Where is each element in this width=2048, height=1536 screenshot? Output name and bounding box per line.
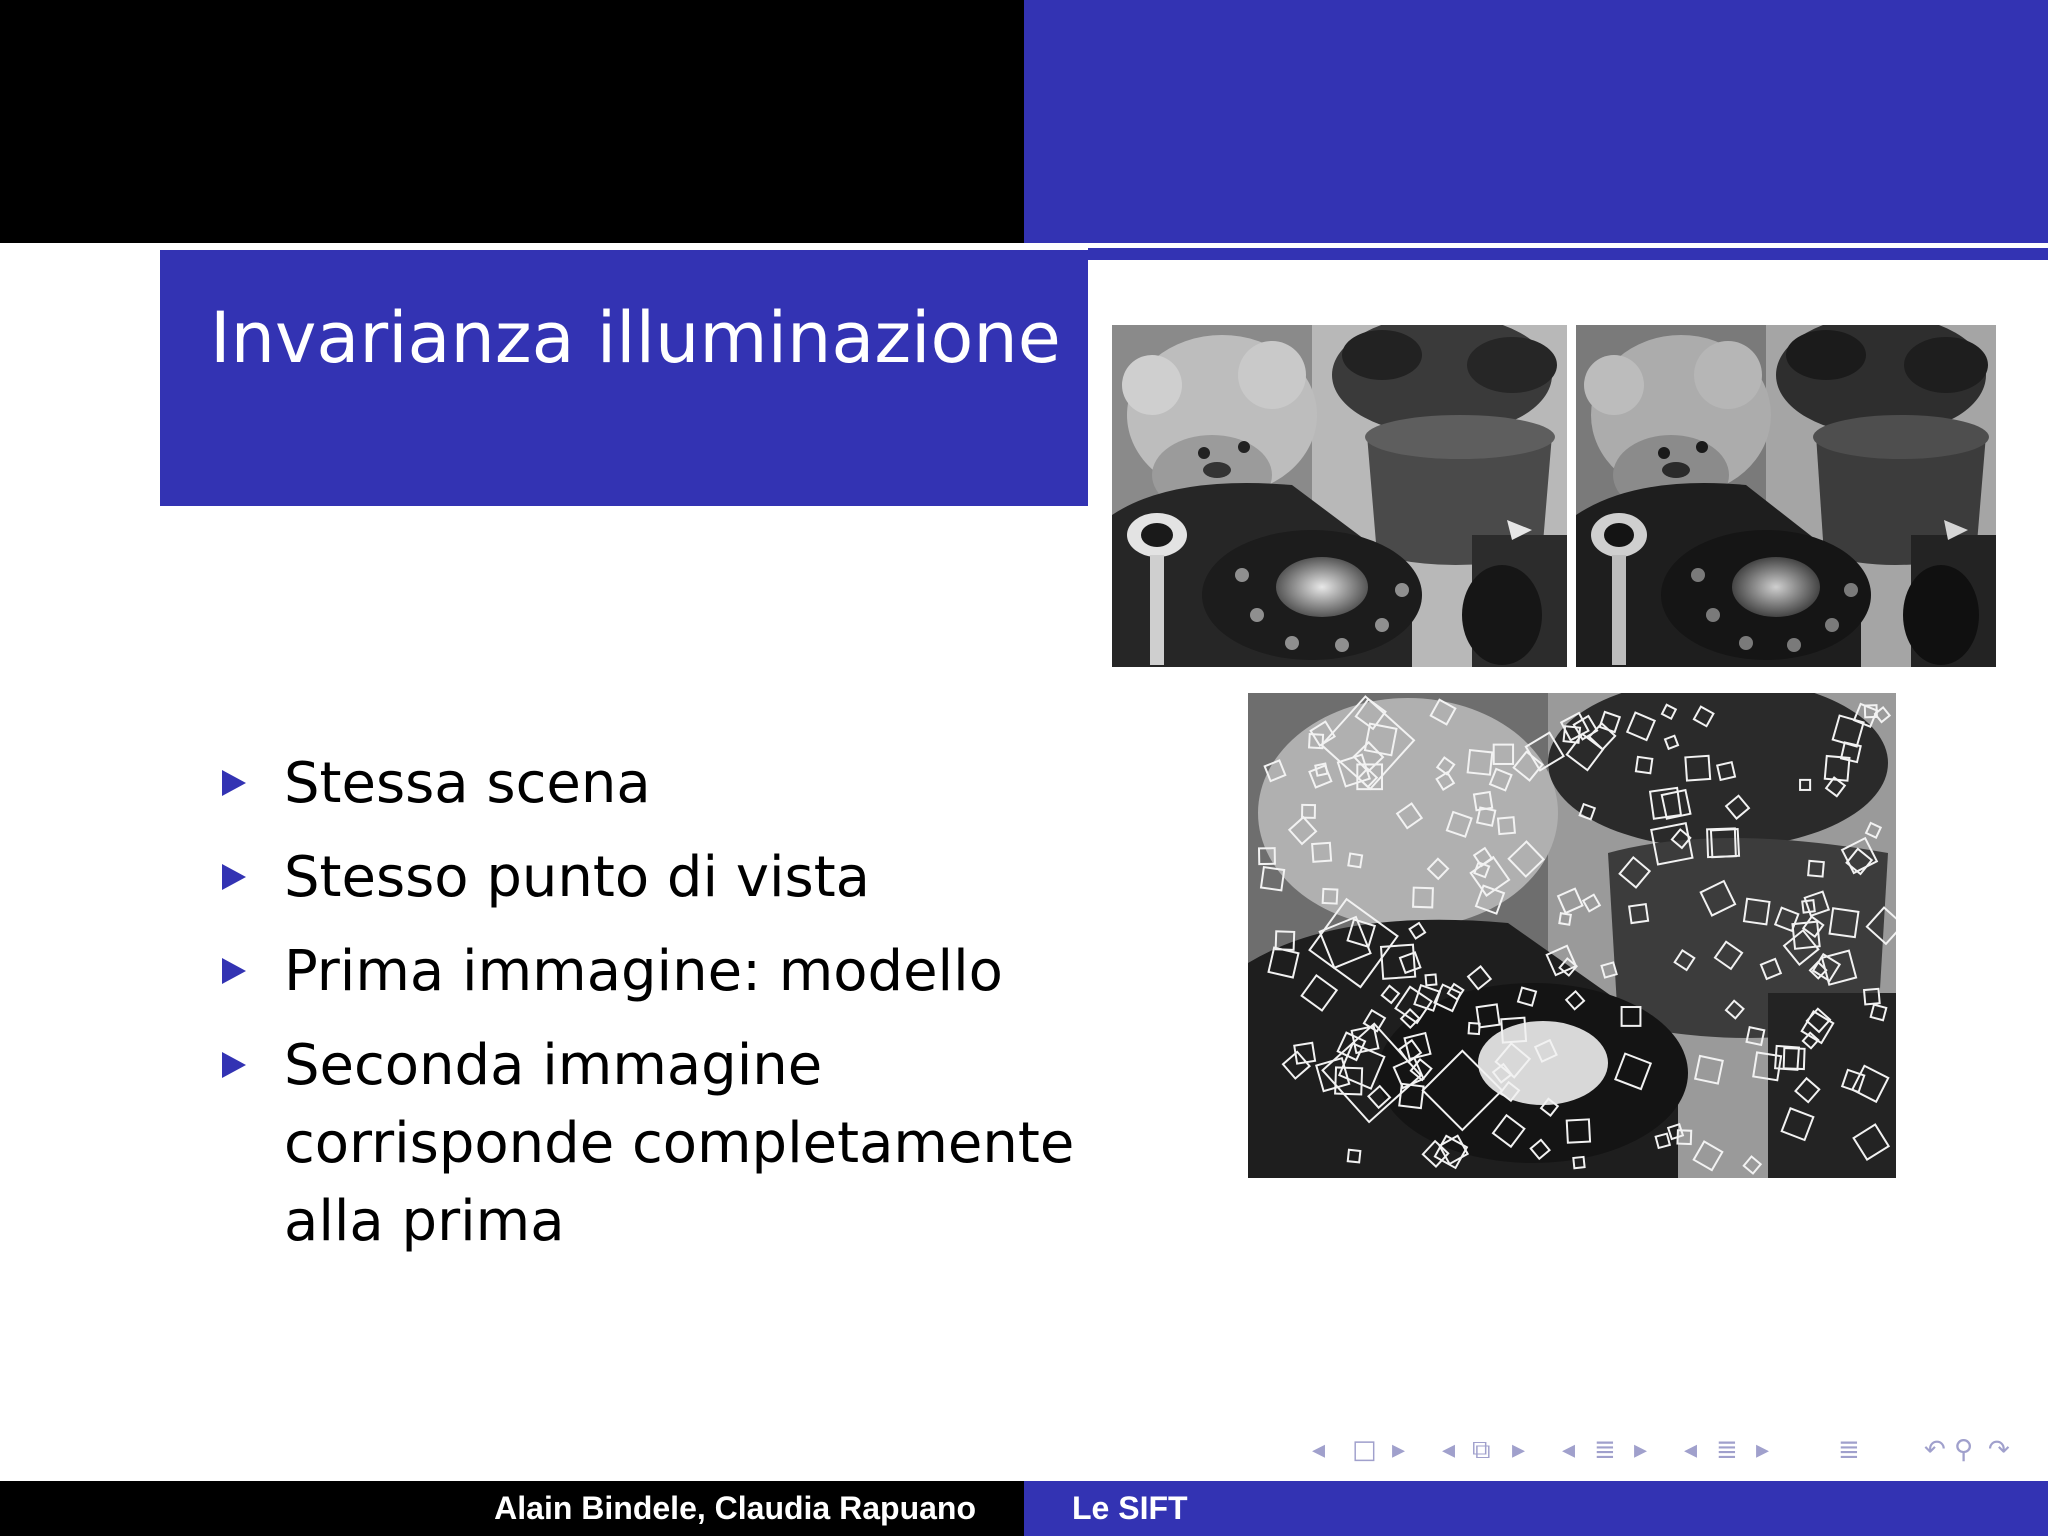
arrow-left-icon[interactable]: ◂ <box>1312 1435 1326 1465</box>
bullet-item <box>220 745 1100 823</box>
undo-icon[interactable]: ↶ <box>1924 1435 1946 1465</box>
slide-title: Invarianza illuminazione <box>210 297 1061 379</box>
bullet-item <box>220 933 1100 1011</box>
arrow-right-icon[interactable]: ▸ <box>1756 1435 1770 1465</box>
model-image <box>1112 325 1567 667</box>
bullet-triangle-icon <box>222 770 246 796</box>
beamer-navigation <box>1312 1432 2042 1468</box>
bullet-triangle-icon <box>222 958 246 984</box>
arrow-left-icon[interactable]: ◂ <box>1442 1435 1456 1465</box>
bullet-triangle-icon <box>222 1052 246 1078</box>
header-right <box>1024 0 2048 243</box>
subsection-icon[interactable]: ⧉ <box>1472 1435 1491 1465</box>
section-icon[interactable]: ≣ <box>1716 1435 1738 1465</box>
bullet-text: Stesso punto di vista <box>284 845 870 910</box>
footer-author: Alain Bindele, Claudia Rapuano <box>494 1490 976 1526</box>
align-icon[interactable]: ≣ <box>1838 1435 1860 1465</box>
bullet-item <box>220 839 1100 917</box>
arrow-left-icon[interactable]: ◂ <box>1562 1435 1576 1465</box>
bullet-triangle-icon <box>222 864 246 890</box>
bullet-text: Seconda immagine corrisponde completamente alla prima <box>284 1033 1075 1254</box>
bullet-item <box>220 1027 1100 1261</box>
footer-left <box>0 1481 1024 1536</box>
header-accent-strip <box>1088 248 2048 260</box>
bullet-text: Prima immagine: modello <box>284 939 1003 1004</box>
header-left <box>0 0 1024 243</box>
footer-right <box>1024 1481 2048 1536</box>
search-icon[interactable]: ⚲ <box>1954 1435 1974 1465</box>
arrow-right-icon[interactable]: ▸ <box>1634 1435 1648 1465</box>
redo-icon[interactable]: ↷ <box>1988 1435 2010 1465</box>
frame-icon[interactable]: □ <box>1352 1435 1377 1465</box>
bullet-list <box>220 745 1100 1277</box>
arrow-right-icon[interactable]: ▸ <box>1392 1435 1406 1465</box>
arrow-left-icon[interactable]: ◂ <box>1684 1435 1698 1465</box>
section-icon[interactable]: ≣ <box>1594 1435 1616 1465</box>
footer-title: Le SIFT <box>1072 1490 1188 1526</box>
bullet-text: Stessa scena <box>284 751 651 816</box>
darker-image <box>1576 325 1996 667</box>
arrow-right-icon[interactable]: ▸ <box>1512 1435 1526 1465</box>
keypoints-image <box>1248 693 1896 1178</box>
frame-title-box <box>160 250 1088 506</box>
